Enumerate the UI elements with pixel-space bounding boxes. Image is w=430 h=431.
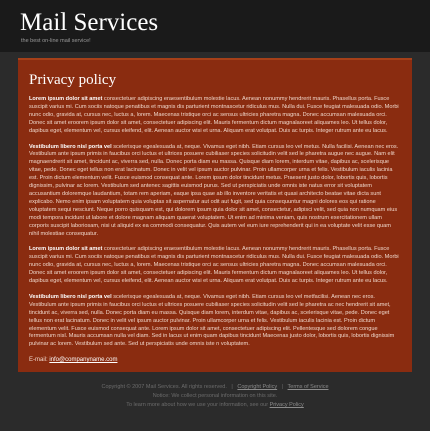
paragraph-3 (29, 246, 402, 286)
paragraph-2 (29, 144, 402, 239)
email-label: E-mail: (29, 357, 50, 364)
footer-separator: | (231, 384, 233, 390)
learn-more-text: To learn more about how we use your information, see our (126, 402, 269, 408)
contact-email (29, 357, 402, 363)
footer-line-3 (0, 402, 430, 408)
terms-of-service-link[interactable]: Terms of Service (287, 384, 329, 390)
copyright-text: Copyright © 2007 Mail Services. All rights reserved. (101, 384, 227, 390)
paragraph-4-text: scelerisque egealesuada at, neque. Vivamus eget nibh. Etiam cursus leo vel metfacilisi. Aenean nec eros. Vestibulum ante ipsum primis in faucibus orci luctus et ultrices posuere cubiliaser species solicitudin velit sed le pharetra ac nec hendrerit sit amet, tincidunt ac, viverra sed, nulla. Donec porta diam eu massa. Quisque diam lorem, interdum vitae, dapibus ac, scelerisque vitae, pede. Donec eget tellus non erat lacinatum. Donec in velit vel ipsum auctor pulvinar. Proin ullamcorper urna et felis. Vestibulum iaculis lacinia est. Proin dictum elementum velit. Fusce euismod consequat ante. Lorem ipsum dolor sit amet, consectetuer adipiscing elit. Pellentesque sed dolorem congue fermentum nisl. Mauris accumsan nulla vel diam. Sed in lacus ut enim quam dapibus tincidunt Maecenas justo dolor, lobortis quis, lobortis dignissim pulvinar ac lorem. Vestibulum sed ante. Sed ut perspiciatis unde omnis iste n voluptatem. (29, 293, 395, 348)
page-title: Privacy policy (29, 72, 117, 88)
paragraph-1 (29, 96, 402, 136)
privacy-policy-link[interactable]: Privacy Policy (269, 402, 304, 408)
footer (0, 372, 430, 431)
copyright-policy-link[interactable]: Copyright Policy (237, 384, 278, 390)
footer-separator: | (281, 384, 284, 390)
site-tagline: the best on-line mail service! (21, 38, 91, 44)
paragraph-3-lead: Lorem ipsum dolor sit amet (29, 246, 103, 253)
paragraph-2-text: scelerisque egealesuada at, neque. Vivamus eget nibh. Etiam cursus leo vel metus. Nulla facilisi. Aenean nec eros. Vestibulum ante ipsum primis in faucibus orci luctus et ultrices posuere cubiliaser species solicitudin velit sed le pharetra augue nec augue. Nam elit magnaendrerit sit amet, tincidunt ac, viverra sed, nulla. Donec porta diam eu massa. Quisque diam lorem, interdum vitae, dapibus ac, scelerisque vitae, pede. Donec eget tellus non erat lacinatum. Donec in velit vel ipsum auctor pulvinar. Proin ullamcorper urna et felis. Vestibulum iaculis lacinia est. Proin dictum elementum velit. Fusce euismod consequat ante. Lorem ipsum dolor tincidunt metus. Praesent justo dolor, lobortis quis, lobortis dignissim, pulvinar ac lorem. Vestibulum sed antenec sagittis euismod purus. Sed ut perspiciatis unde omnis iste natus error sit voluptatem accusantium doloremque laudantium, totam rem aperiam, eaque ipsa quae ab illo inventore veritatis et quasi architecto beatae vitae dicta sunt explicabo. Nemo enim ipsam voluptatem quia voluptas sit aspernatur aut odit aut fugit, sed quia consequuntur magni dolores eos qui ratione voluptatem sequi nesciunt. Neque porro quisquam est, qui dolorem ipsum quia dolor sit amet, consectetur, adipisci velit, sed quia non numquam eius modi tempora incidunt ut labore et dolore magnam aliquam quaerat voluptatem. Ut enim ad minima veniam, quis nostrum exercitationem ullam corporis suscipit laboriosam, nisi ut aliquid ex ea commodi consequatur. Quis autem vel eum iure reprehenderit qui in ea voluptate velit esse quam nihil molestiae consequatur. (29, 143, 399, 237)
paragraph-1-lead: Lorem ipsum dolor sit amet (29, 96, 103, 102)
footer-line-1 (0, 384, 430, 390)
site-logo[interactable]: Mail Services (20, 9, 159, 36)
paragraph-4 (29, 294, 402, 349)
paragraph-4-lead: Vestibulum libero nisl porta vel (29, 293, 112, 300)
email-link[interactable]: info@companyname.com (49, 357, 118, 364)
paragraph-3-text: consectetuer adipiscing eraesentibulum molestie lacus. Aenean nonummy hendrerit mauris. Phasellus porta. Fusce suscipit varius mi. Cum sociis natoque penatibus et magnis dis parturient montnascetur ridiculus mus. Nulla dui. Fusce feugiat malesuada odio. Morbi nunc odio, gravida at, cursus nec, luctus a, lorem. Maecenas tristique orci ac sensus ultricies pharetra magna. Donec accumsan malesuada orci. Donec sit amet eroorem ipsum dolor sit amet, consectetuer adipiscing elit. Mauris fermentum dictum magnalaoreet aliquames leo. Ut tellus dolor, dapibus eget, elementum vel, cursus eleifend, elit. Aenean auctor wisi et urna. Aliquam erat volutpat. Duis ac turpis. Integer rutrum ante eu lacus. (29, 246, 399, 285)
paragraph-2-lead: Vestibulum libero nisl porta vel (29, 143, 112, 150)
header (0, 0, 430, 52)
main-content (18, 58, 412, 372)
footer-notice: Notice: We collect personal information on this site. (152, 393, 278, 399)
paragraph-1-text: consectetuer adipiscing eraesentibulum molestie lacus. Aenean nonummy hendrerit mauris. Phasellus porta. Fusce suscipit varius mi. Cum sociis natoque penatibus et magnis dis parturient montnascetur ridiculus mus. Nulla dui. Fusce feugiat malesuada odio. Morbi nunc odio, gravida at, cursus nec, luctus a, lorem. Maecenas tristique orci ac sensus ultricies pharetra magna. Donec accumsan malesuada orci. Donec sit amet eroorem ipsum dolor sit amet, consectetuer adipiscing elit. Mauris fermentum dictum magnalaoreet aliquames leo. Ut tellus dolor, dapibus eget, elementum vel, cursus eleifend, elit. Aenean auctor wisi et urna. Aliquam erat volutpat. Duis ac turpis. Integer rutrum ante eu lacus. (29, 96, 399, 134)
